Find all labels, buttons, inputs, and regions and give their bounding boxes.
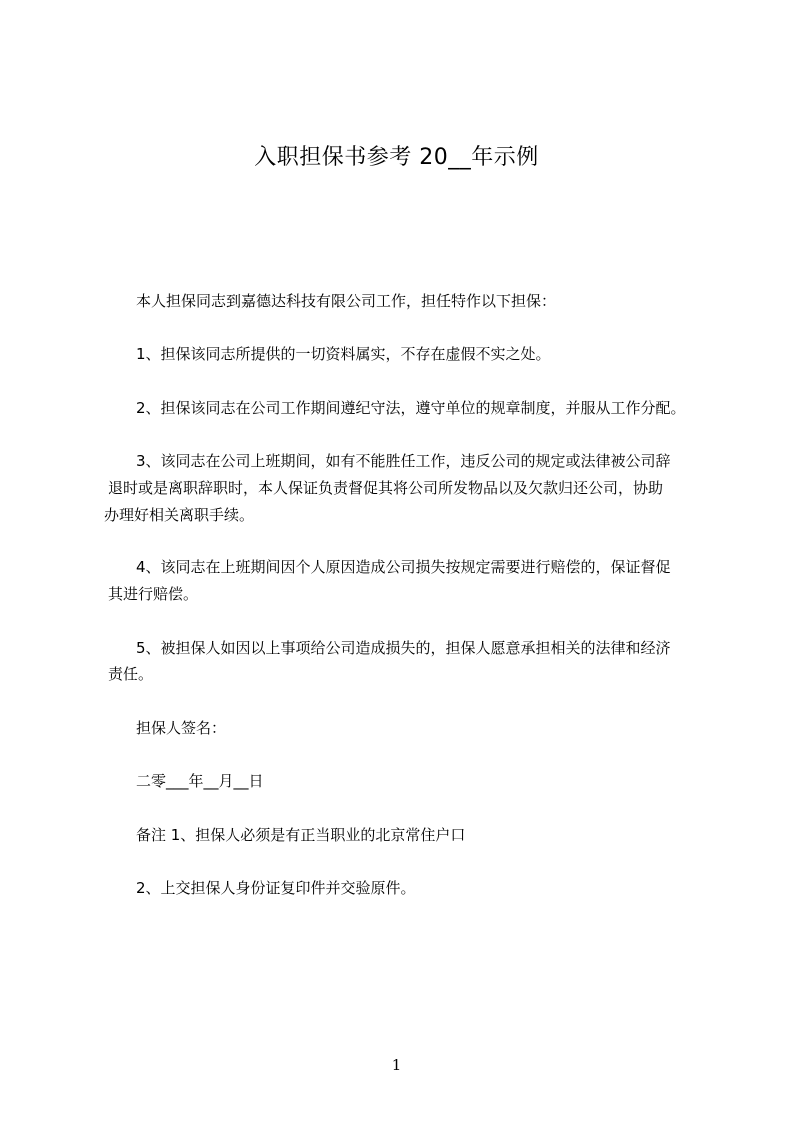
signature-label: 担保人签名： — [136, 719, 227, 737]
item-4-line-1: 4、该同志在上班期间因个人原因造成公司损失按规定需要进行赔偿的，保证督促 — [136, 558, 671, 576]
item-3-line-2: 退时或是离职辞职时，本人保证负责督促其将公司所发物品以及欠款归还公司，协助 — [108, 479, 664, 497]
item-3-line-1: 3、该同志在公司上班期间，如有不能胜任工作，违反公司的规定或法律被公司辞 — [136, 452, 671, 470]
document-title: 入职担保书参考 20__年示例 — [254, 145, 539, 170]
date-line: 二零___年__月__日 — [136, 772, 264, 790]
item-4-line-2: 其进行赔偿。 — [108, 585, 199, 603]
item-5-line-1: 5、被担保人如因以上事项给公司造成损失的，担保人愿意承担相关的法律和经济 — [136, 639, 671, 657]
item-3-line-3: 办理好相关离职手续。 — [104, 506, 255, 524]
intro-paragraph: 本人担保同志到嘉德达科技有限公司工作，担任特作以下担保： — [136, 292, 557, 310]
note-2: 2、上交担保人身份证复印件并交验原件。 — [136, 879, 416, 897]
item-5-line-2: 责任。 — [108, 665, 154, 683]
note-1: 备注 1、担保人必须是有正当职业的北京常住户口 — [136, 826, 466, 844]
item-1: 1、担保该同志所提供的一切资料属实，不存在虚假不实之处。 — [136, 345, 551, 363]
item-2: 2、担保该同志在公司工作期间遵纪守法，遵守单位的规章制度，并服从工作分配。 — [136, 399, 686, 417]
page-number: 1 — [391, 1056, 402, 1074]
